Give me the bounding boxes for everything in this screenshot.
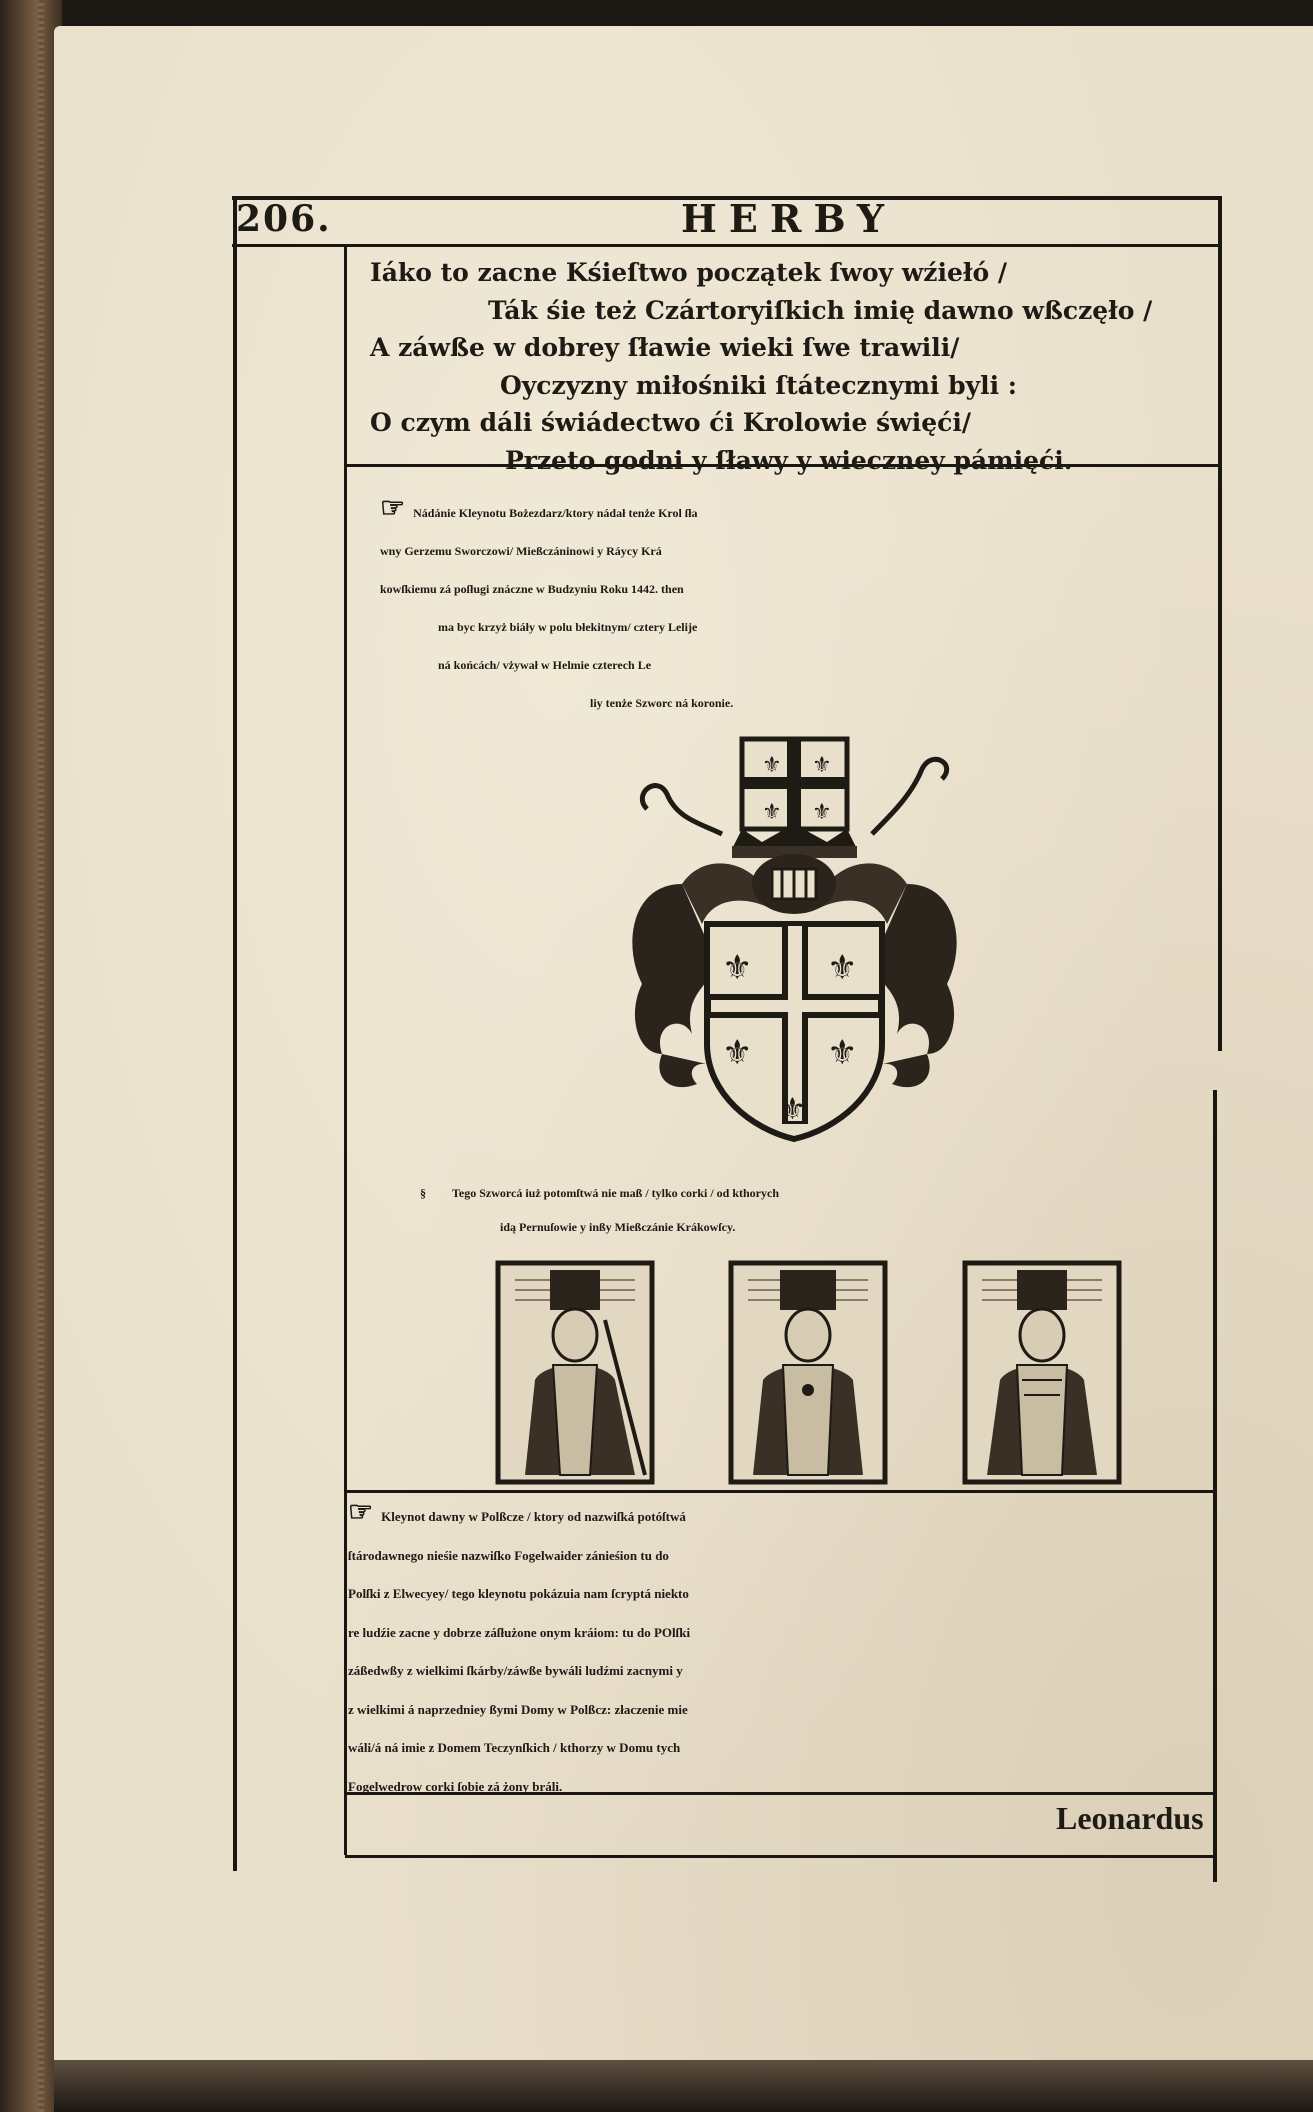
paragraph-line: Nádánie Kleynotu Bożezdarz/ktory nádał tenże Krol ſła (413, 506, 698, 520)
poem-block (370, 254, 1200, 479)
frame-left-outer-rule (233, 196, 237, 1871)
svg-text:⚜: ⚜ (827, 948, 858, 988)
running-head: HERBY (681, 196, 897, 241)
frame-left-inner-rule (344, 247, 347, 1855)
poem-line: Oyczyzny miłośniki ſtátecznymi byli : (500, 370, 1018, 400)
poem-line: A záwße w dobrey ſławie wieki ſwe trawili/ (370, 333, 960, 362)
paragraph-line: záßedwßy z wielkimi ſkárby/záwße bywáli ludźmi zacnymi y (348, 1663, 683, 1678)
paragraph-line: Polſki z Elwecyey/ tego kleynotu pokázuia nam ſcryptá niekto (348, 1586, 689, 1601)
fogelweider-paragraph (348, 1494, 1228, 1806)
svg-text:⚜: ⚜ (722, 1033, 753, 1073)
note-line: idą Pernuſowie y inßy Mießczánie Krákowſcy. (500, 1220, 736, 1234)
svg-text:⚜: ⚜ (827, 1033, 858, 1073)
paragraph-line: ma byc krzyż biáły w polu błekitnym/ cztery Lelije (438, 620, 698, 634)
portrait-woodcut (495, 1260, 655, 1485)
svg-text:⚜: ⚜ (722, 948, 753, 988)
poem-line: O czym dáli świádectwo ći Krolowie święći/ (370, 408, 971, 437)
poem-line: Ták śie też Czártoryiſkich imię dawno wßczęło / (488, 295, 1153, 325)
poem-line: Iáko to zacne Kśieſtwo początek ſwoy wźiełó / (370, 258, 1008, 287)
frame-bottom-rule (345, 1855, 1215, 1858)
paragraph-line: z wielkimi á naprzedniey ßymi Domy w Polßcz: złaczenie mie (348, 1701, 688, 1717)
svg-text:⚜: ⚜ (812, 800, 832, 825)
descendants-note (420, 1176, 1230, 1244)
portrait-woodcut (728, 1260, 888, 1485)
grant-paragraph (380, 490, 1220, 722)
pointing-hand-icon: ☞ (348, 1497, 374, 1528)
paragraph-line: Kleynot dawny w Polßcze / ktory od nazwiſká potóſtwá (381, 1509, 686, 1524)
svg-text:⚜: ⚜ (812, 753, 832, 778)
poem-line: Przeto godni y ſławy y wieczney pámięći. (505, 445, 1073, 475)
portrait-woodcut (962, 1260, 1122, 1485)
paragraph-line: liy tenże Szworc ná koronie. (590, 696, 734, 710)
section-mark: § (420, 1186, 426, 1200)
book-edge (0, 0, 62, 2112)
section2-top-rule (345, 1490, 1215, 1493)
page-bottom-shadow (54, 2060, 1313, 2112)
paragraph-line: re ludźie zacne y dobrze záſłużone onym kráiom: tu do POlſki (348, 1624, 691, 1640)
catchword: Leonardus (1056, 1800, 1204, 1836)
paragraph-line: kowſkiemu zá poſługi znáczne w Budzyniu Roku 1442. then (380, 582, 684, 596)
page-number: 206. (236, 198, 332, 240)
paragraph-line: wáli/á ná imie z Domem Teczynſkich / kthorzy w Domu tych (348, 1740, 681, 1755)
portraits-row (0, 1260, 1313, 1490)
svg-text:⚜: ⚜ (779, 1092, 806, 1127)
paragraph-line: Fogelwedrow corki ſobie zá żony bráli. (348, 1778, 563, 1794)
svg-text:⚜: ⚜ (762, 753, 782, 778)
paragraph-line: ná końcách/ vżywał w Helmie czterech Le (438, 658, 652, 672)
paragraph-line: wny Gerzemu Sworczowi/ Mießczáninowi y Ráycy Krá (380, 544, 662, 558)
svg-text:⚜: ⚜ (762, 800, 782, 825)
page-header (236, 198, 1221, 248)
pointing-hand-icon: ☞ (380, 493, 406, 524)
coat-of-arms-woodcut (622, 734, 967, 1144)
note-line: Tego Szworcá iuż potomſtwá nie maß / tylko corki / od kthorych (452, 1186, 780, 1200)
paragraph-line: ſtárodawnego nieśie nazwiſko Fogelwaider zánieśion tu do (348, 1547, 669, 1563)
